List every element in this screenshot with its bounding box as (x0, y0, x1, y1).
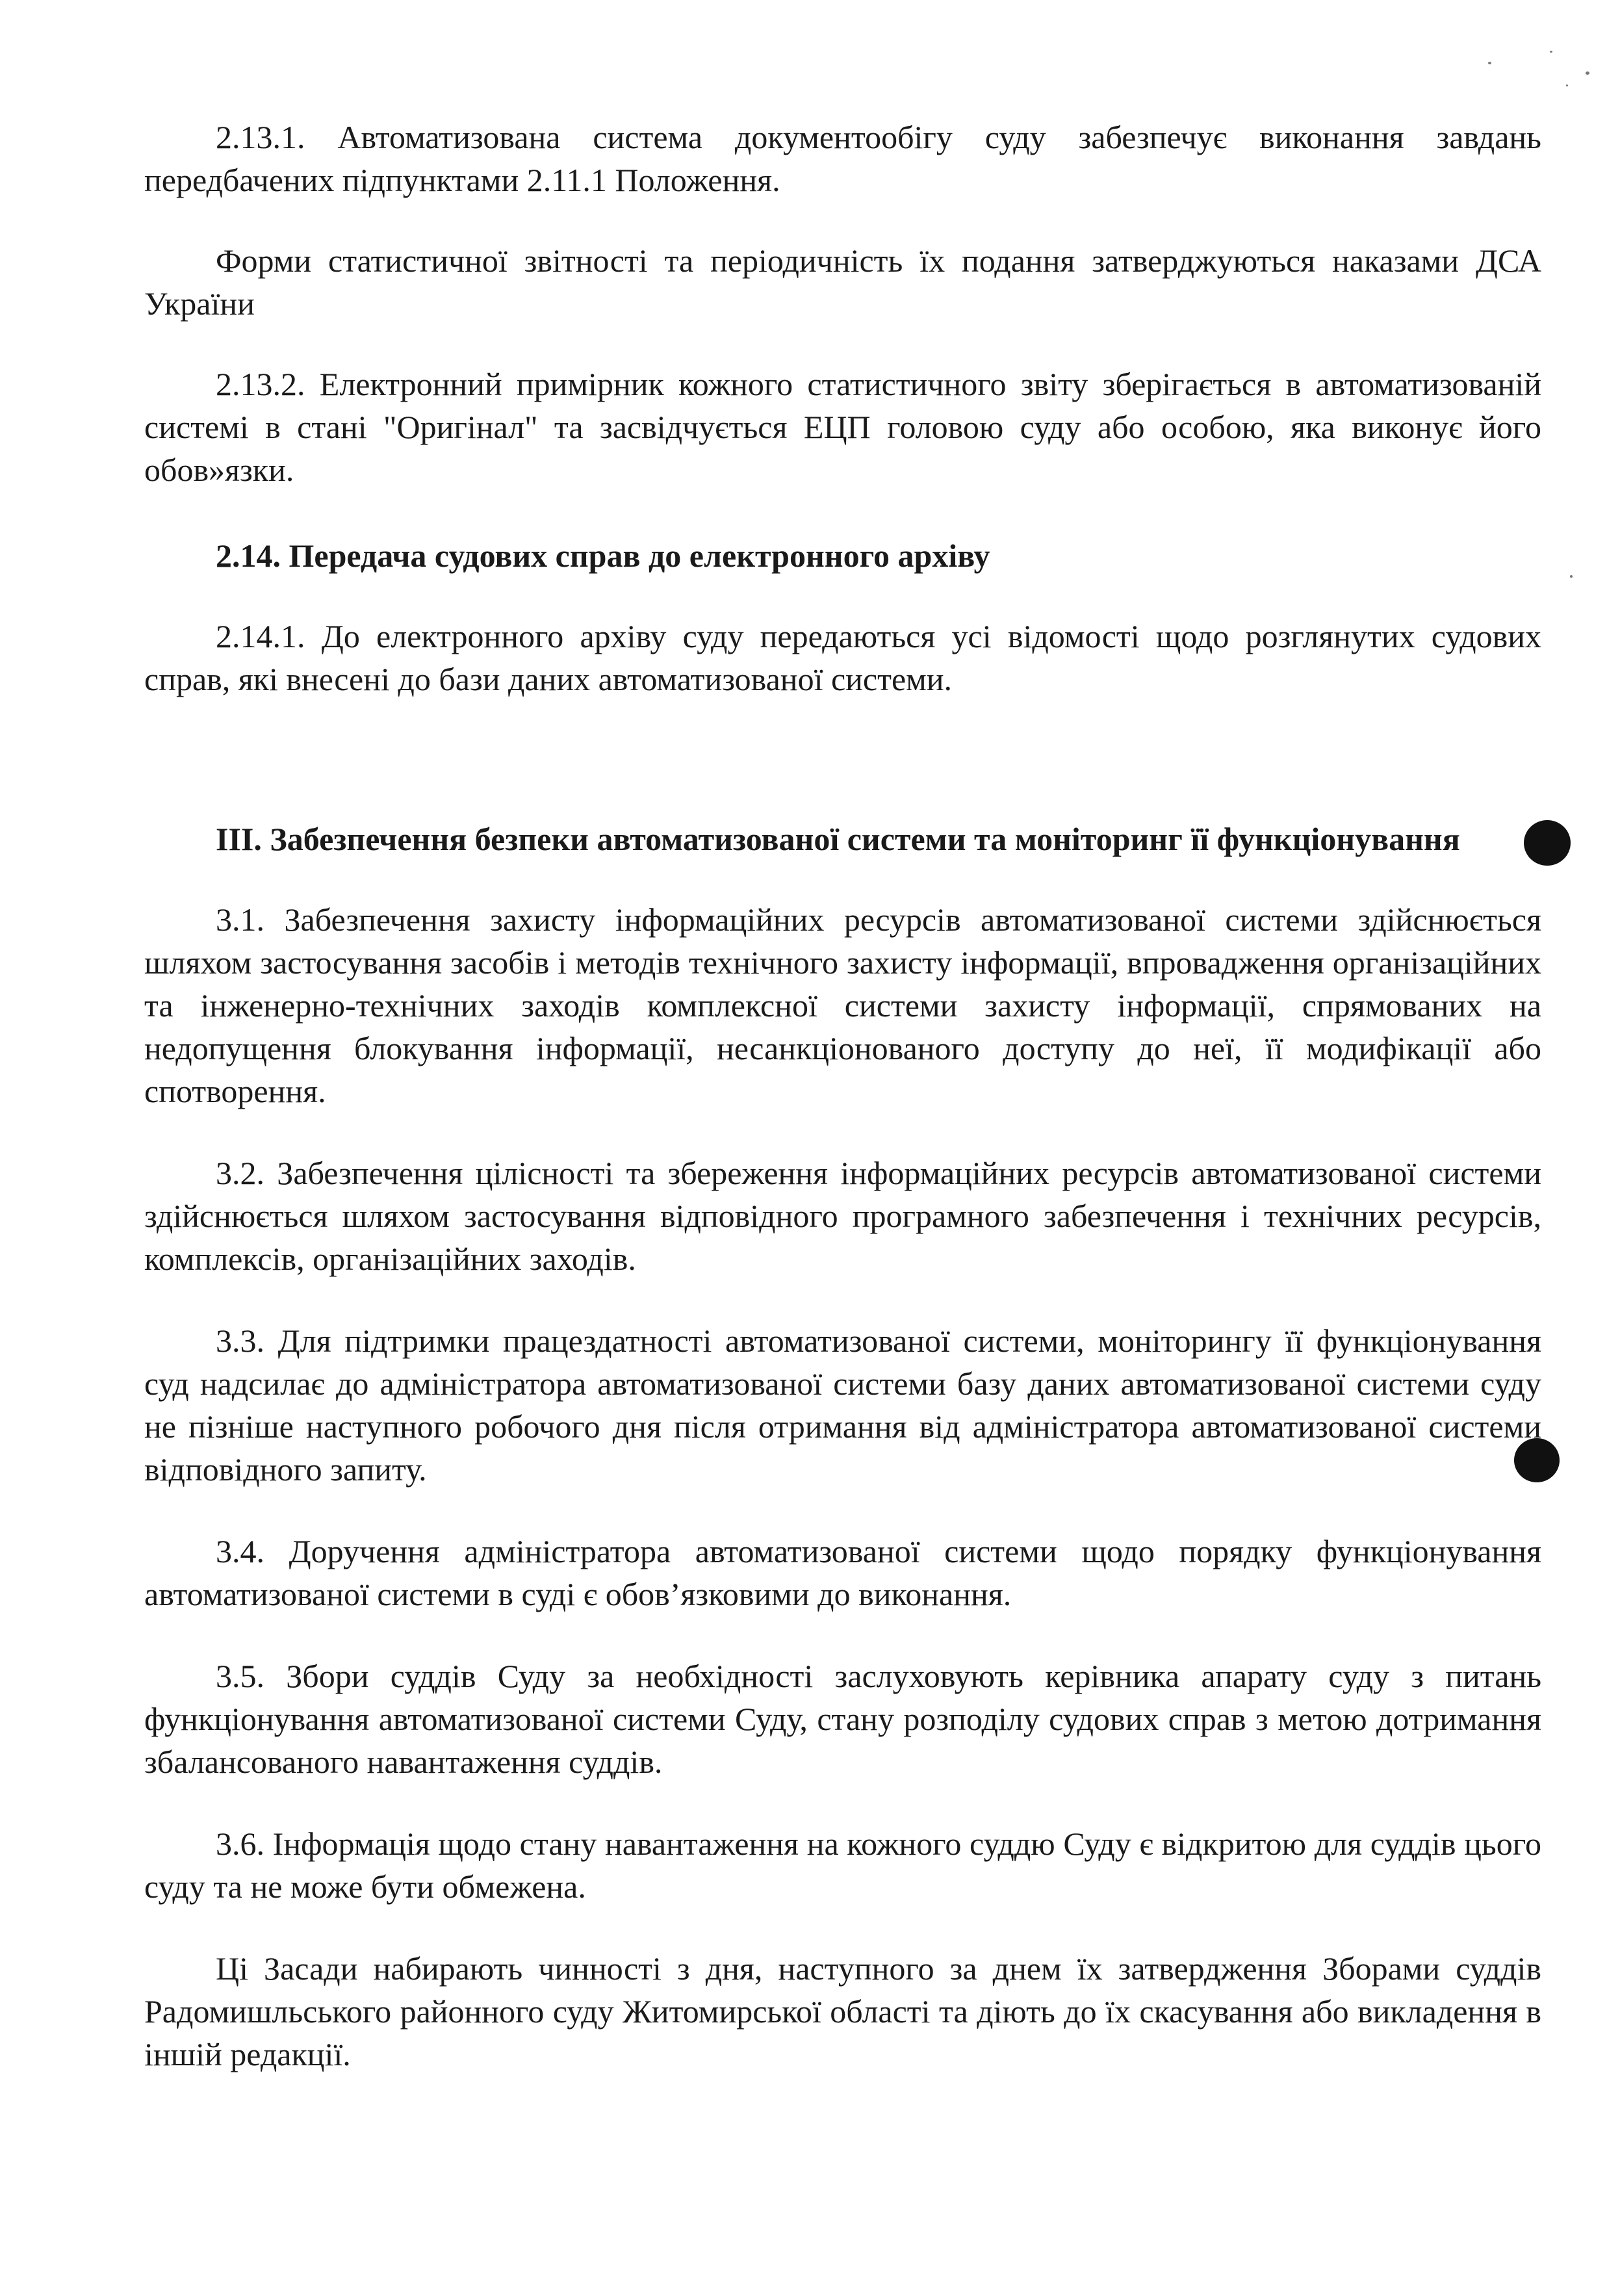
paragraph-3-4: 3.4. Доручення адміністратора автоматизованої системи щодо порядку функціонування автоматизованої системи в суді є обов’язковими до виконання. (144, 1533, 1541, 1612)
paragraph-final-provisions: Ці Засади набирають чинності з дня, наступного за днем їх затвердження Зборами суддів Радомишльського районного суду Житомирської області та діють до їх скасування або викладення в іншій редакції. (144, 1950, 1541, 2072)
paragraph-2-13-2: 2.13.2. Електронний примірник кожного статистичного звіту зберігається в автоматизованій системі в стані "Оригінал" та засвідчується ЕЦП головою суду або особою, яка виконує його обов»язки. (144, 366, 1541, 488)
scan-speck (1550, 51, 1552, 53)
paragraph-2-13-1: 2.13.1. Автоматизована система документообігу суду забезпечує виконання завдань передбачених підпунктами 2.11.1 Положення. (144, 119, 1541, 198)
paragraph-3-5: 3.5. Збори суддів Суду за необхідності заслуховують керівника апарату суду з питань функціонування автоматизованої системи Суду, стану розподілу судових справ з метою дотримання збалансованого навантаження суддів. (144, 1658, 1541, 1780)
document-page (144, 116, 1541, 2076)
scan-speck (1488, 62, 1491, 64)
paragraph-3-1: 3.1. Забезпечення захисту інформаційних ресурсів автоматизованої системи здійснюється шляхом застосування засобів і методів технічного захисту інформації, впровадження організаційних та інженерно-технічних заходів комплексної системи захисту інформації, спрямованих на недопущення блокування інформації, несанкціонованого доступу до неї, її модифікації або спотворення. (144, 901, 1541, 1109)
section-heading-2-14: 2.14. Передача судових справ до електронного архіву (216, 537, 990, 574)
paragraph-3-2: 3.2. Забезпечення цілісності та збереження інформаційних ресурсів автоматизованої системи здійснюється шляхом застосування відповідного програмного забезпечення і технічних ресурсів, комплексів, організаційних заходів. (144, 1155, 1541, 1277)
paragraph-3-3: 3.3. Для підтримки працездатності автоматизованої системи, моніторингу її функціонування суд надсилає до адміністратора автоматизованої системи базу даних автоматизованої системи суду не пізніше наступного робочого дня після отримання від адміністратора автоматизованої системи відповідного запиту. (144, 1322, 1541, 1488)
paragraph-2-14-1: 2.14.1. До електронного архіву суду передаються усі відомості щодо розглянутих судових справ, які внесені до бази даних автоматизованої системи. (144, 618, 1541, 697)
paragraph-statistical-forms: Форми статистичної звітності та періодичність їх подання затверджуються наказами ДСА України (144, 242, 1541, 322)
scan-speck (1566, 84, 1568, 86)
scan-speck (1570, 575, 1573, 578)
scan-speck (1586, 71, 1589, 75)
paragraph-3-6: 3.6. Інформація щодо стану навантаження на кожного суддю Суду є відкритою для суддів цього суду та не може бути обмежена. (144, 1825, 1541, 1905)
section-heading-iii: III. Забезпечення безпеки автоматизованої системи та моніторинг її функціонування (216, 821, 1460, 857)
